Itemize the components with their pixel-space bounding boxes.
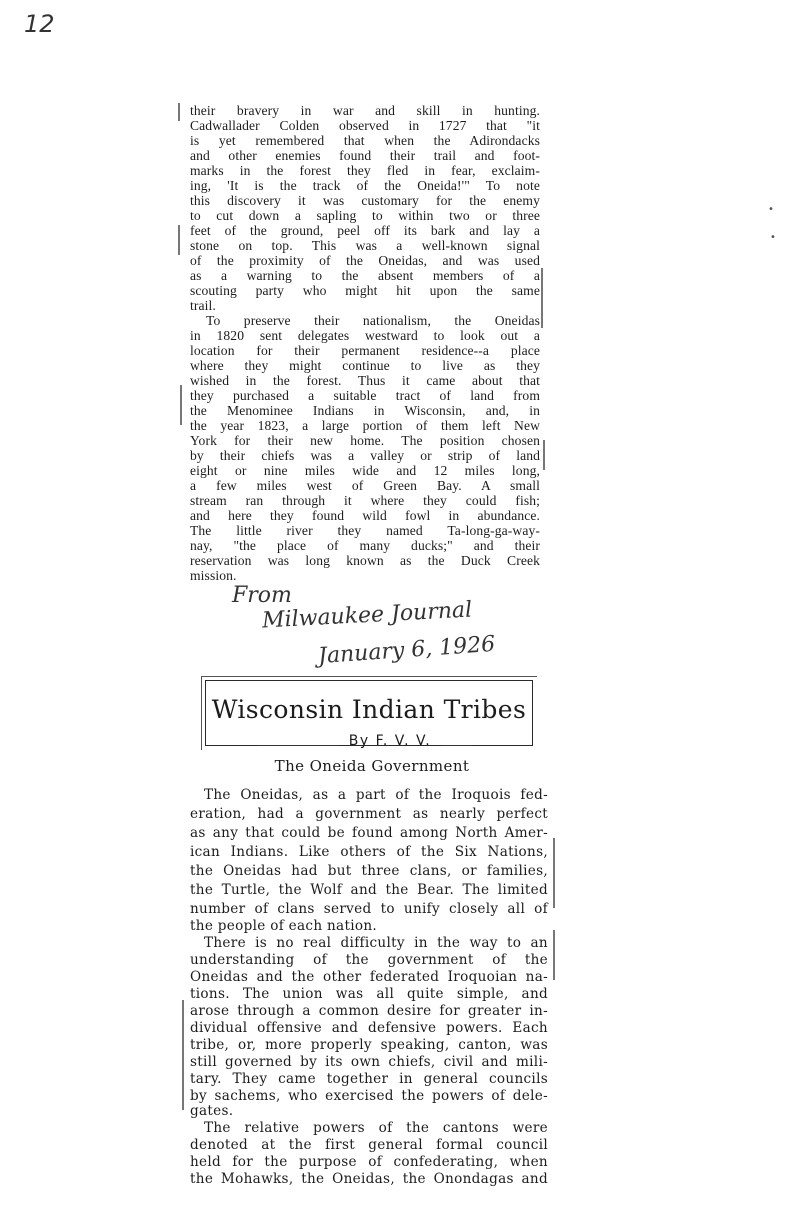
text-line: location for their permanent residence--a place: [190, 343, 540, 358]
text-line: eight or nine miles wide and 12 miles long,: [190, 463, 540, 478]
page-number: 12: [24, 10, 55, 38]
text-line: eration, had a government as nearly perfect: [190, 806, 548, 822]
text-line: mission.: [190, 568, 237, 583]
text-line: they purchased a suitable tract of land from: [190, 388, 540, 403]
text-line: understanding of the government of the: [190, 952, 548, 968]
clipping-edge-right: [541, 268, 543, 328]
text-line: nay, "the place of many ducks;" and their: [190, 538, 540, 553]
byline: By F. V. V.: [348, 733, 432, 749]
text-line: ican Indians. Like others of the Six Nations,: [190, 844, 548, 860]
text-line: stream ran through it where they could fish;: [190, 493, 540, 508]
text-line: tary. They came together in general councils: [190, 1071, 548, 1087]
headline: Wisconsin Indian Tribes: [211, 695, 527, 724]
text-line: the Turtle, the Wolf and the Bear. The limited: [190, 882, 548, 898]
text-line: trail.: [190, 298, 216, 313]
text-line: number of clans served to unify closely all of: [190, 901, 548, 917]
handwritten-source-publication: Milwaukee Journal: [261, 597, 473, 634]
clipping-edge-right: [553, 930, 555, 980]
text-line: The relative powers of the cantons were: [204, 1120, 548, 1136]
text-line: arose through a common desire for greater in-: [190, 1003, 548, 1019]
handwritten-source-from: From: [232, 583, 292, 608]
handwritten-source-date: January 6, 1926: [317, 631, 496, 670]
text-line: scouting party who might hit upon the same: [190, 283, 540, 298]
text-line: the people of each nation.: [190, 918, 378, 934]
text-line: dividual offensive and defensive powers. Each: [190, 1020, 548, 1036]
text-line: There is no real difficulty in the way to an: [204, 935, 548, 951]
text-line: marks in the forest they fled in fear, exclaim-: [190, 163, 540, 178]
margin-mark: •: [770, 232, 776, 243]
text-line: and other enemies found their trail and foot-: [190, 148, 540, 163]
clipping-edge-right: [543, 440, 545, 470]
text-line: York for their new home. The position chosen: [190, 433, 540, 448]
text-line: a few miles west of Green Bay. A small: [190, 478, 540, 493]
byline-rule-left: [258, 745, 338, 746]
text-line: held for the purpose of confederating, when: [190, 1154, 548, 1170]
clipping-edge-left: [182, 1000, 184, 1110]
text-line: where they might continue to live as they: [190, 358, 540, 373]
text-line: the Oneidas had but three clans, or families,: [190, 863, 548, 879]
text-line: in 1820 sent delegates westward to look out a: [190, 328, 540, 343]
text-line: gates.: [190, 1103, 234, 1119]
text-line: denoted at the first general formal council: [190, 1137, 548, 1153]
text-line: Cadwallader Colden observed in 1727 that "it: [190, 118, 540, 133]
text-line: ing, 'It is the track of the Oneida!'" To note: [190, 178, 540, 193]
text-line: wished in the forest. Thus it came about that: [190, 373, 540, 388]
text-line: feet of the ground, peel off its bark and lay a: [190, 223, 540, 238]
text-line: The little river they named Ta-long-ga-way-: [190, 523, 540, 538]
text-line: stone on top. This was a well-known signal: [190, 238, 540, 253]
text-line: is yet remembered that when the Adirondacks: [190, 133, 540, 148]
text-line: as any that could be found among North Amer-: [190, 825, 548, 841]
subhead: The Oneida Government: [274, 757, 470, 775]
text-line: and here they found wild fowl in abundance.: [190, 508, 540, 523]
text-line: the Menominee Indians in Wisconsin, and, in: [190, 403, 540, 418]
text-line: the Mohawks, the Oneidas, the Onondagas and: [190, 1171, 548, 1187]
text-line: as a warning to the absent members of a: [190, 268, 540, 283]
text-line: still governed by its own chiefs, civil and mili-: [190, 1054, 548, 1070]
text-line: To preserve their nationalism, the Oneidas: [206, 313, 540, 328]
text-line: The Oneidas, as a part of the Iroquois fed-: [204, 787, 548, 803]
clipping-edge-left: [180, 385, 182, 425]
text-line: by their chiefs was a valley or strip of land: [190, 448, 540, 463]
text-line: the year 1823, a large portion of them left New: [190, 418, 540, 433]
text-line: their bravery in war and skill in hunting.: [190, 103, 540, 118]
clipping-edge-left: [178, 103, 180, 121]
text-line: reservation was long known as the Duck Creek: [190, 553, 540, 568]
text-line: Oneidas and the other federated Iroquoian na-: [190, 969, 548, 985]
text-line: of the proximity of the Oneidas, and was used: [190, 253, 540, 268]
byline-rule-right: [442, 745, 472, 746]
clipping-edge-left: [178, 225, 180, 255]
text-line: by sachems, who exercised the powers of dele-: [190, 1088, 548, 1104]
text-line: tions. The union was all quite simple, and: [190, 986, 548, 1002]
text-line: to cut down a sapling to within two or three: [190, 208, 540, 223]
text-line: tribe, or, more properly speaking, canton, was: [190, 1037, 548, 1053]
text-line: this discovery it was customary for the enemy: [190, 193, 540, 208]
clipping-edge-right: [553, 838, 555, 908]
margin-mark: •: [768, 204, 774, 215]
